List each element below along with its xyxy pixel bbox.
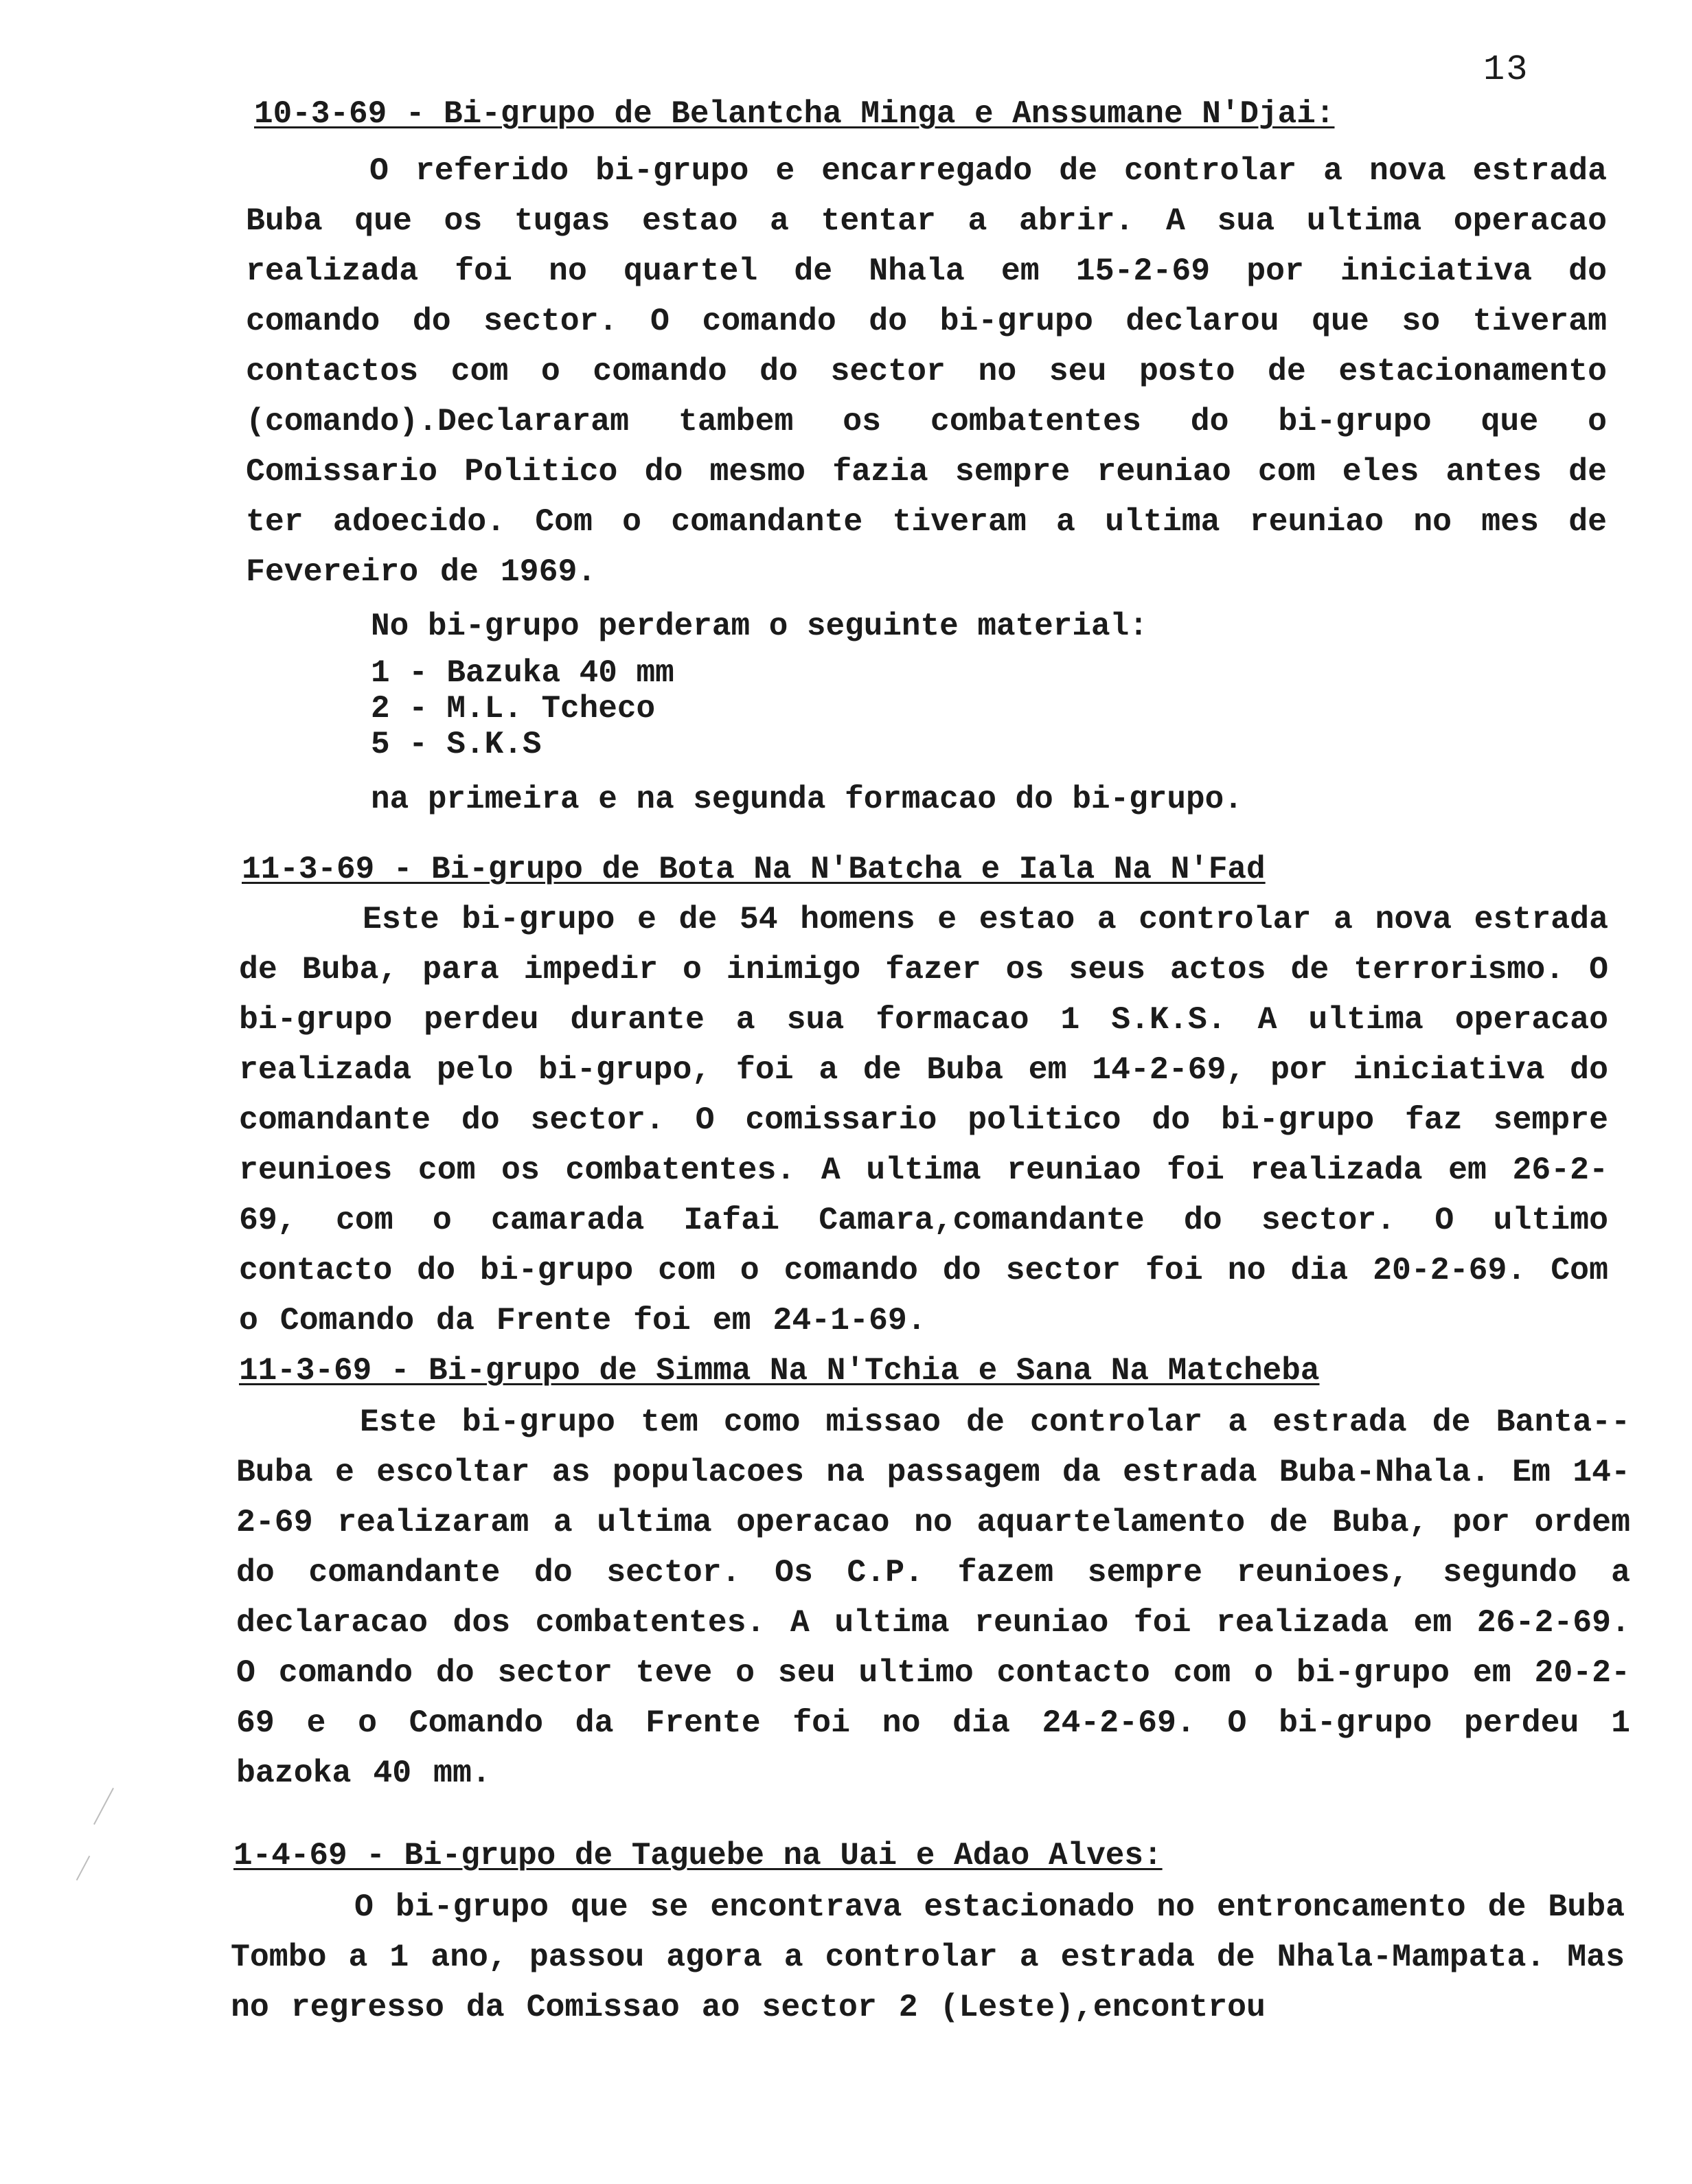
material-closing: na primeira e na segunda formacao do bi-grupo.: [371, 782, 1243, 817]
section-heading: 10-3-69 - Bi-grupo de Belantcha Minga e Anssumane N'Djai:: [254, 96, 1335, 132]
material-intro: No bi-grupo perderam o seguinte material:: [371, 608, 1148, 644]
page-number: 13: [1483, 49, 1529, 90]
section-heading: 11-3-69 - Bi-grupo de Bota Na N'Batcha e Iala Na N'Fad: [242, 852, 1266, 887]
section-body: [246, 146, 1607, 597]
section-body: [239, 894, 1608, 1345]
list-item: 2 - M.L. Tcheco: [371, 691, 656, 727]
section-taguebe: [233, 1838, 1692, 1874]
section-bota: [242, 852, 1692, 887]
list-item: 1 - Bazuka 40 mm: [371, 655, 674, 691]
section-simma: [239, 1353, 1692, 1389]
paragraph: O bi-grupo que se encontrava estacionado no entroncamento de Buba Tombo a 1 ano, passou agora a controlar a estrada de Nhala-Mampata. Mas no regresso da Comissao ao sector 2 (Leste),encontrou: [231, 1889, 1625, 2025]
paragraph: Este bi-grupo tem como missao de controlar a estrada de Banta--Buba e escoltar as populacoes na passagem da estrada Buba-Nhala. Em 14-2-69 realizaram a ultima operacao no aquartelamento de Buba, por ordem do comandante do sector. Os C.P. fazem sempre reunioes, segundo a declaracao dos combatentes. A ultima reuniao foi realizada em 26-2-69. O comando do sector teve o seu ultimo contacto com o bi-grupo em 20-2-69 e o Comando da Frente foi no dia 24-2-69. O bi-grupo perdeu 1 bazoka 40 mm.: [236, 1404, 1630, 1791]
section-body: [231, 1882, 1625, 2032]
paragraph: O referido bi-grupo e encarregado de controlar a nova estrada Buba que os tugas estao a tentar a abrir. A sua ultima operacao realizada foi no quartel de Nhala em 15-2-69 por iniciativa do comando do sector. O comando do bi-grupo declarou que so tiveram contactos com o comando do sector no seu posto de estacionamento (comando).Declararam tambem os combatentes do bi-grupo que o Comissario Politico do mesmo fazia sempre reuniao com eles antes de ter adoecido. Com o comandante tiveram a ultima reuniao no mes de Fevereiro de 1969.: [246, 152, 1607, 590]
material-block: [371, 608, 1470, 817]
list-item: 5 - S.K.S: [371, 727, 542, 762]
section-heading: 1-4-69 - Bi-grupo de Taguebe na Uai e Adao Alves:: [233, 1838, 1163, 1874]
scan-mark: [76, 1856, 91, 1880]
section-body: [236, 1397, 1630, 1798]
section-heading: 11-3-69 - Bi-grupo de Simma Na N'Tchia e Sana Na Matcheba: [239, 1353, 1320, 1389]
material-list: [371, 655, 1470, 762]
paragraph: Este bi-grupo e de 54 homens e estao a controlar a nova estrada de Buba, para impedir o inimigo fazer os seus actos de terrorismo. O bi-grupo perdeu durante a sua formacao 1 S.K.S. A ultima operacao realizada pelo bi-grupo, foi a de Buba em 14-2-69, por iniciativa do comandante do sector. O comissario politico do bi-grupo faz sempre reunioes com os combatentes. A ultima reuniao foi realizada em 26-2-69, com o camarada Iafai Camara,comandante do sector. O ultimo contacto do bi-grupo com o comando do sector foi no dia 20-2-69. Com o Comando da Frente foi em 24-1-69.: [239, 901, 1608, 1339]
section-belantcha: [254, 96, 1692, 132]
scan-mark: [93, 1788, 114, 1825]
